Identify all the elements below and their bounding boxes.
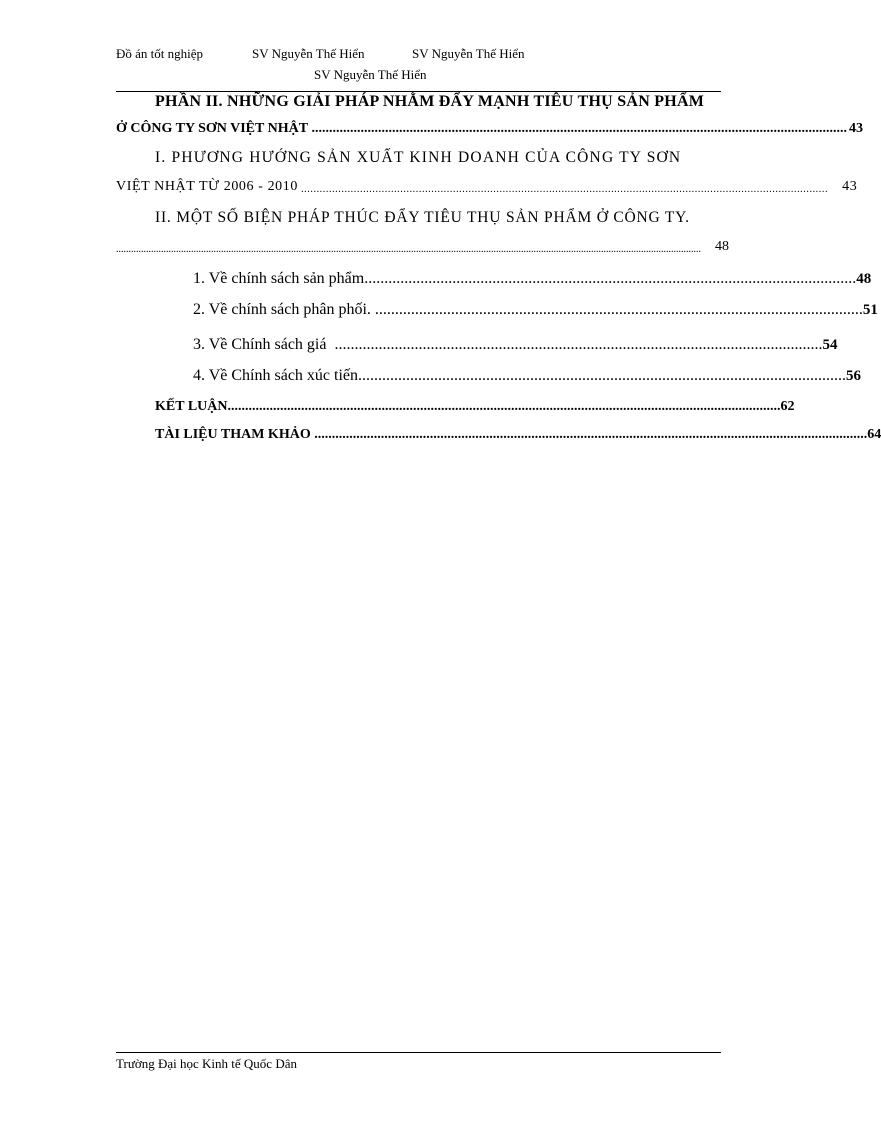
dot-leader: .......................................................................................................................... bbox=[370, 301, 863, 318]
dot-leader: .......................................................................................................................... bbox=[326, 336, 823, 353]
toc-page-number: 48 bbox=[856, 271, 872, 287]
toc-item-label: 4. Về Chính sách xúc tiến bbox=[193, 367, 359, 384]
toc-item-label: 3. Về Chính sách giá bbox=[193, 336, 327, 353]
dot-leader: .......................................................................................................................... bbox=[368, 270, 857, 287]
toc-section1-title-cont: VIỆT NHẬT TỪ 2006 - 2010 bbox=[116, 179, 298, 194]
dot-leader: .......................................................................................................................................................................... bbox=[297, 184, 829, 195]
dot-leader: .............................................................................................................................................................. bbox=[310, 427, 868, 442]
toc-section2-title: II. MỘT SỐ BIỆN PHÁP THÚC ĐẨY TIÊU THỤ SẢN PHẨM Ở CÔNG TY. bbox=[155, 209, 690, 226]
page-footer: Trường Đại học Kinh tế Quốc Dân bbox=[116, 1056, 297, 1071]
toc-item-label: 1. Về chính sách sản phẩm. bbox=[193, 270, 369, 287]
toc-part2-title-cont: Ở CÔNG TY SƠN VIỆT NHẬT bbox=[116, 121, 309, 136]
toc-section1-entry bbox=[116, 179, 858, 195]
toc-section1-title: I. PHƯƠNG HƯỚNG SẢN XUẤT KINH DOANH CỦA CÔNG TY SƠN bbox=[155, 149, 682, 166]
footer-divider bbox=[116, 1052, 721, 1053]
header-author: SV Nguyễn Thế Hiển bbox=[252, 46, 365, 61]
header-author: SV Nguyễn Thế Hiển bbox=[412, 46, 525, 61]
toc-item bbox=[193, 270, 872, 288]
toc-page-number: 51 bbox=[862, 302, 878, 318]
toc-part2-title: PHẦN II. NHỮNG GIẢI PHÁP NHẰM ĐẨY MẠNH TIÊU THỤ SẢN PHẨM bbox=[155, 93, 705, 110]
toc-item bbox=[193, 301, 878, 319]
toc-page-number: 62 bbox=[780, 399, 795, 414]
header-author: SV Nguyễn Thế Hiển bbox=[314, 67, 427, 82]
toc-page-number: 43 bbox=[849, 121, 864, 136]
dot-leader: .......................................................................................................................... bbox=[358, 367, 847, 384]
toc-references-label: TÀI LIỆU THAM KHẢO bbox=[155, 427, 311, 442]
toc-item bbox=[193, 336, 838, 354]
toc-part2-entry bbox=[116, 121, 864, 137]
toc-item-label: 2. Về chính sách phân phối. bbox=[193, 301, 371, 318]
toc-item bbox=[193, 367, 862, 385]
toc-conclusion-entry bbox=[155, 399, 795, 415]
page-header bbox=[116, 44, 720, 88]
header-divider bbox=[116, 91, 721, 92]
dot-leader: .............................................................................................................................................................. bbox=[227, 399, 781, 414]
toc-page-number: 48 bbox=[715, 239, 729, 254]
toc-section2-entry bbox=[116, 239, 729, 255]
toc-references-entry bbox=[155, 427, 881, 443]
toc-page-number: 56 bbox=[846, 368, 862, 384]
toc-page-number: 64 bbox=[867, 427, 881, 442]
dot-leader: ......................................................................................................................................................... bbox=[308, 121, 848, 136]
header-doc-type: Đồ án tốt nghiệp bbox=[116, 46, 204, 61]
toc-page-number: 43 bbox=[842, 179, 858, 194]
toc-conclusion-label: KẾT LUẬN bbox=[155, 399, 228, 414]
dot-leader: .......................................................................................................................................................................................................................................... bbox=[116, 244, 701, 255]
toc-page-number: 54 bbox=[822, 337, 838, 353]
